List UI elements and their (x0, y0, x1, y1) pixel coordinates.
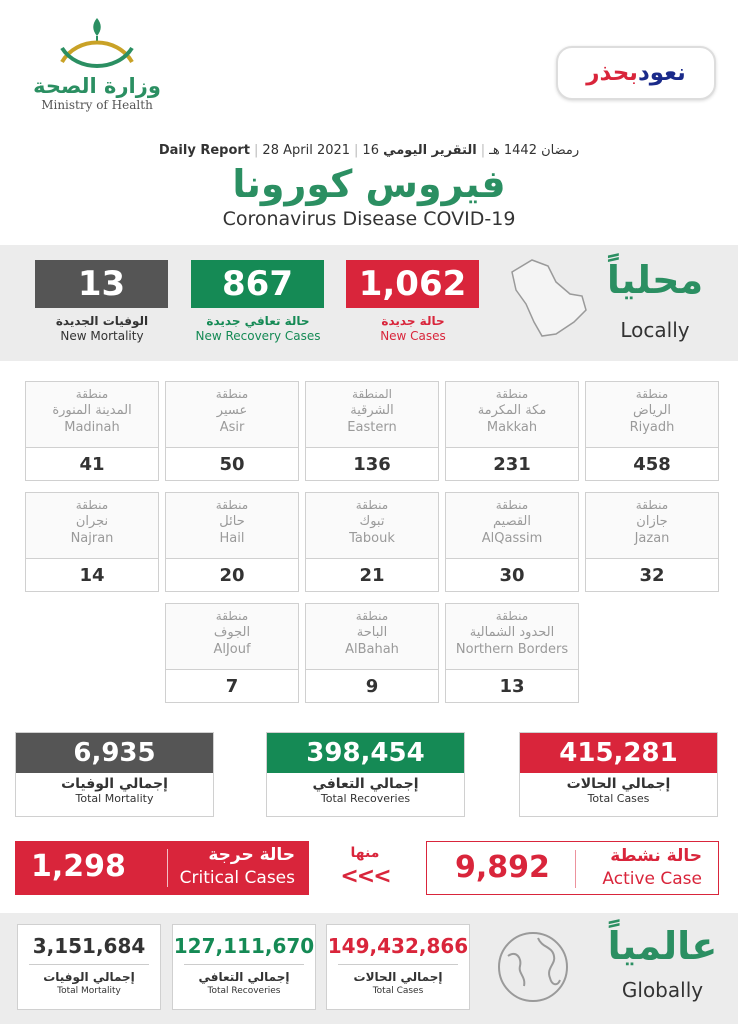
region-name-en: AlQassim (481, 531, 543, 546)
region-value: 136 (353, 454, 391, 475)
region-card-makkah (445, 381, 579, 481)
new-recovery-ar: حالة تعافي جديدة (206, 314, 310, 328)
total-cases-card (519, 732, 718, 817)
region-prefix: منطقة (635, 498, 669, 512)
new-cases-value: 1,062 (346, 260, 479, 308)
new-cases-label (338, 314, 488, 344)
report-line: Daily Report | 28 April 2021 | 16 رمضان 1442 هـ|التقرير اليومي (158, 143, 580, 158)
region-prefix: منطقة (215, 387, 249, 401)
region-name-ar: نجران (75, 514, 109, 529)
region-value: 458 (633, 454, 671, 475)
region-name-ar: الحدود الشمالية (469, 625, 555, 640)
total-mortality-ar: إجمالي الوفيات (61, 776, 168, 792)
total-mortality-value: 6,935 (16, 733, 213, 773)
region-name-ar: الباحة (356, 625, 388, 640)
global-cases-en: Total Cases (372, 986, 424, 996)
region-card-northern-borders (445, 603, 579, 703)
region-card-eastern (305, 381, 439, 481)
region-card-hail (165, 492, 299, 592)
ministry-name-en: Ministry of Health (41, 98, 153, 112)
global-mortality-card (17, 924, 161, 1010)
region-card-jazan (585, 492, 719, 592)
ministry-name-ar: وزارة الصحة (33, 74, 161, 98)
global-recoveries-ar: إجمالي التعافي (198, 970, 290, 984)
region-name-ar: جازان (636, 514, 668, 529)
region-card-tabouk (305, 492, 439, 592)
divider (575, 850, 576, 888)
new-cases-ar: حالة جديدة (381, 314, 445, 328)
critical-cases-box (15, 841, 309, 895)
region-value: 32 (639, 565, 665, 586)
global-mortality-ar: إجمالي الوفيات (43, 970, 135, 984)
global-mortality-value: 3,151,684 (32, 934, 146, 958)
region-value: 30 (499, 565, 525, 586)
critical-cases-value: 1,298 (31, 849, 126, 884)
report-label-en: Daily Report (158, 143, 251, 158)
region-prefix: منطقة (495, 609, 529, 623)
active-cases-ar: حالة نشطة (610, 846, 702, 866)
region-value: 20 (219, 565, 245, 586)
of-which-label: منها (350, 845, 380, 861)
active-cases-en: Active Case (602, 869, 702, 889)
region-name-ar: الجوف (213, 625, 251, 640)
global-recoveries-card (172, 924, 316, 1010)
total-cases-value: 415,281 (520, 733, 717, 773)
new-cases-en: New Cases (380, 329, 446, 343)
region-card-albahah (305, 603, 439, 703)
total-recoveries-value: 398,454 (267, 733, 464, 773)
slogan-badge (556, 46, 716, 100)
slogan-part1: نعود (637, 60, 686, 86)
region-value: 41 (79, 454, 105, 475)
region-value: 7 (225, 676, 239, 697)
global-recoveries-en: Total Recoveries (207, 986, 281, 996)
new-mortality-en: New Mortality (60, 329, 144, 343)
region-prefix: المنطقة (352, 387, 392, 401)
region-name-en: Madinah (64, 420, 120, 435)
divider (338, 964, 458, 965)
total-recoveries-card (266, 732, 465, 817)
region-card-madinah (25, 381, 159, 481)
total-recoveries-en: Total Recoveries (320, 792, 411, 805)
local-label-en: Locally (620, 318, 690, 342)
divider (29, 964, 149, 965)
total-mortality-card (15, 732, 214, 817)
region-value: 50 (219, 454, 245, 475)
region-name-en: Riyadh (629, 420, 675, 435)
report-date-hijri: 16 رمضان 1442 هـ (362, 143, 580, 158)
region-value: 231 (493, 454, 531, 475)
report-date-en: 28 April 2021 (262, 143, 351, 158)
arrows-icon: <<< (340, 864, 390, 889)
region-prefix: منطقة (355, 609, 389, 623)
region-name-ar: الرياض (632, 403, 672, 418)
region-name-ar: مكة المكرمة (477, 403, 547, 418)
global-cases-card (326, 924, 470, 1010)
total-cases-en: Total Cases (587, 792, 650, 805)
report-label-ar: التقرير اليومي (383, 143, 477, 158)
region-name-ar: عسير (216, 403, 248, 418)
region-prefix: منطقة (495, 387, 529, 401)
region-name-en: Najran (70, 531, 114, 546)
total-recoveries-ar: إجمالي التعافي (312, 776, 419, 792)
divider (167, 849, 168, 887)
global-cases-ar: إجمالي الحالات (353, 970, 443, 984)
active-cases-box (426, 841, 719, 895)
new-recovery-value: 867 (191, 260, 324, 308)
page-title-en: Coronavirus Disease COVID-19 (222, 208, 516, 230)
global-mortality-en: Total Mortality (57, 986, 121, 996)
global-recoveries-value: 127,111,670 (173, 934, 315, 958)
critical-cases-ar: حالة حرجة (208, 845, 295, 865)
new-mortality-label (27, 314, 177, 344)
region-card-najran (25, 492, 159, 592)
moh-emblem-icon (52, 14, 142, 74)
region-card-aljouf (165, 603, 299, 703)
region-prefix: منطقة (215, 609, 249, 623)
region-name-en: AlBahah (345, 642, 399, 657)
region-prefix: منطقة (75, 387, 109, 401)
active-cases-value: 9,892 (455, 850, 550, 885)
slogan-part2: بحذر (586, 60, 638, 86)
region-name-ar: حائل (219, 514, 245, 529)
total-cases-ar: إجمالي الحالات (566, 776, 671, 792)
region-name-ar: تبوك (359, 514, 385, 529)
local-label-ar: محلياً (606, 258, 704, 302)
region-name-en: Makkah (486, 420, 538, 435)
region-value: 14 (79, 565, 105, 586)
region-prefix: منطقة (635, 387, 669, 401)
region-name-en: AlJouf (213, 642, 251, 657)
global-label-en: Globally (621, 978, 704, 1002)
new-mortality-ar: الوفيات الجديدة (55, 314, 149, 328)
saudi-map-icon (498, 252, 594, 348)
region-card-riyadh (585, 381, 719, 481)
region-name-en: Northern Borders (455, 642, 569, 657)
region-name-en: Hail (219, 531, 245, 546)
new-recovery-label (183, 314, 333, 344)
new-mortality-value: 13 (35, 260, 168, 308)
page-title-ar: فيروس كورونا (232, 162, 506, 206)
region-card-alqassim (445, 492, 579, 592)
region-value: 21 (359, 565, 385, 586)
region-name-en: Eastern (347, 420, 397, 435)
region-prefix: منطقة (215, 498, 249, 512)
total-mortality-en: Total Mortality (75, 792, 154, 805)
globe-icon (494, 928, 572, 1006)
region-value: 9 (365, 676, 379, 697)
region-prefix: منطقة (75, 498, 109, 512)
region-name-ar: القصيم (493, 514, 531, 529)
region-value: 13 (499, 676, 525, 697)
region-name-en: Jazan (634, 531, 670, 546)
region-prefix: منطقة (495, 498, 529, 512)
critical-cases-en: Critical Cases (179, 868, 295, 888)
region-name-ar: الشرقية (350, 403, 394, 418)
region-name-en: Tabouk (349, 531, 395, 546)
moh-logo (22, 14, 172, 124)
region-prefix: منطقة (355, 498, 389, 512)
new-recovery-en: New Recovery Cases (195, 329, 321, 343)
global-label-ar: عالمياً (607, 924, 718, 968)
divider (184, 964, 304, 965)
global-cases-value: 149,432,866 (327, 934, 469, 958)
region-name-ar: المدينة المنورة (52, 403, 132, 418)
region-name-en: Asir (219, 420, 245, 435)
region-card-asir (165, 381, 299, 481)
